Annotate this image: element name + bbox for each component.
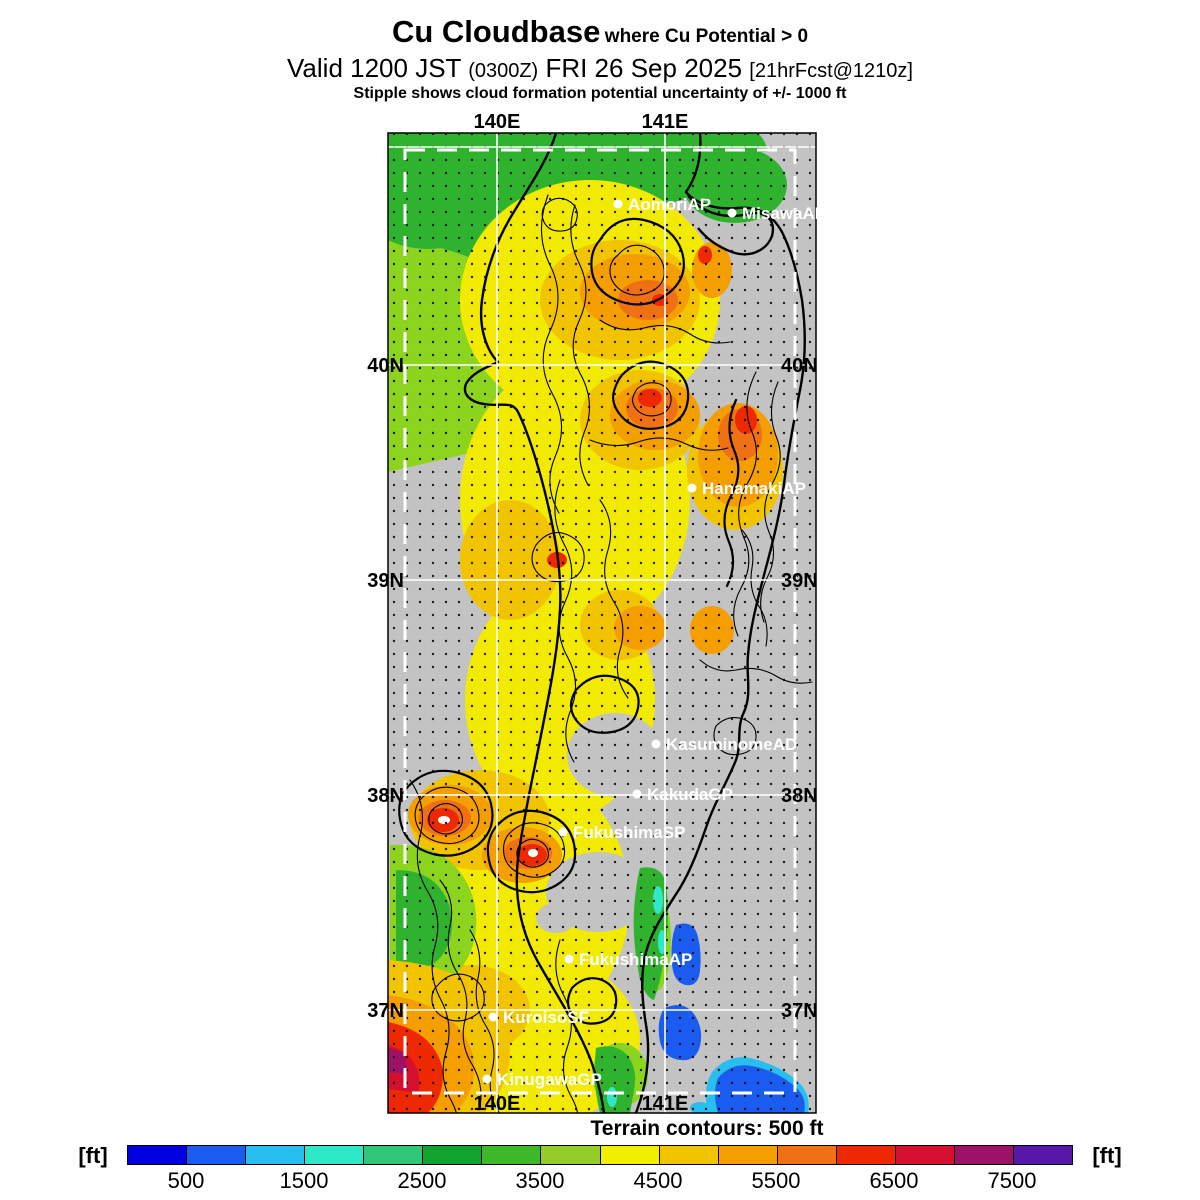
station-label: KakudaGP: [647, 785, 733, 804]
colorbar-tick-1500: 1500: [279, 1168, 329, 1193]
colorbar-segment-2000-2500: [363, 1146, 422, 1164]
station-marker: [565, 955, 574, 964]
colorbar-segment-7000-7500: [954, 1146, 1013, 1164]
cloudbase-colorbar: [127, 1145, 1073, 1165]
lat-label-right: 38N: [781, 785, 818, 807]
colorbar-tick-2500: 2500: [397, 1168, 447, 1193]
station-label: HanamakiAP: [702, 479, 806, 498]
colorbar-tick-7500: 7500: [987, 1168, 1037, 1193]
title-qualifier: where Cu Potential > 0: [604, 26, 809, 47]
lat-label-right: 39N: [781, 570, 818, 592]
colorbar-tick-labels: [0, 1168, 1200, 1198]
colorbar-segment-0-500: [128, 1146, 186, 1164]
colorbar-segment-500-1000: [186, 1146, 245, 1164]
station-label: FukushimaAP: [579, 950, 693, 969]
station-label: KinugawaGP: [497, 1070, 602, 1089]
station-marker: [559, 828, 568, 837]
station-label: KuroisoSF: [503, 1008, 589, 1027]
terrain-contour-note: Terrain contours: 500 ft: [590, 1117, 824, 1140]
station-marker: [688, 484, 697, 493]
colorbar-segment-5500-6000: [777, 1146, 836, 1164]
colorbar-segment-4000-4500: [600, 1146, 659, 1164]
station-label: FukushimaSP: [573, 823, 686, 842]
lat-label-right: 40N: [781, 355, 818, 377]
lat-label-right: 37N: [781, 1000, 818, 1022]
colorbar-unit-left: [ft]: [78, 1143, 108, 1168]
lon-label-top: 140E: [473, 111, 521, 133]
colorbar-segment-5000-5500: [718, 1146, 777, 1164]
valid-prefix: Valid 1200 JST: [287, 52, 461, 83]
station-marker: [633, 790, 642, 799]
station-marker: [652, 740, 661, 749]
colorbar-unit-right: [ft]: [1092, 1143, 1122, 1168]
valid-date: FRI 26 Sep 2025: [545, 52, 743, 83]
station-marker: [483, 1075, 492, 1084]
station-label: AomoriAP: [628, 195, 712, 214]
colorbar-segment-6500-7000: [895, 1146, 954, 1164]
colorbar-segment-1500-2000: [304, 1146, 363, 1164]
colorbar-tick-3500: 3500: [515, 1168, 565, 1193]
colorbar-segment-6000-6500: [836, 1146, 895, 1164]
station-label: MisawaAD: [742, 204, 828, 223]
colorbar-tick-6500: 6500: [869, 1168, 919, 1193]
forecast-ref: [21hrFcst@1210z]: [749, 59, 913, 82]
stipple-note: Stipple shows cloud formation potential uncertainty of +/- 1000 ft: [353, 85, 847, 103]
lat-label-left: 40N: [367, 355, 404, 377]
lat-label-left: 37N: [367, 1000, 404, 1022]
station-marker: [489, 1013, 498, 1022]
station-label: KasuminomeAD: [666, 735, 798, 754]
colorbar-segment-4500-5000: [659, 1146, 718, 1164]
lon-label-top: 141E: [641, 111, 689, 133]
page-title: Cu Cloudbase: [391, 14, 601, 49]
colorbar-segment-1000-1500: [245, 1146, 304, 1164]
lat-label-left: 38N: [367, 785, 404, 807]
lon-label-bottom: 141E: [641, 1093, 689, 1115]
colorbar-segment-3500-4000: [540, 1146, 599, 1164]
station-marker: [614, 200, 623, 209]
colorbar-segment-7500-8000: [1013, 1146, 1072, 1164]
colorbar-tick-5500: 5500: [751, 1168, 801, 1193]
lon-label-bottom: 140E: [473, 1093, 521, 1115]
colorbar-tick-500: 500: [167, 1168, 205, 1193]
lat-label-left: 39N: [367, 570, 404, 592]
colorbar-tick-4500: 4500: [633, 1168, 683, 1193]
colorbar-segment-3000-3500: [481, 1146, 540, 1164]
station-marker: [728, 209, 737, 218]
colorbar-segment-2500-3000: [422, 1146, 481, 1164]
valid-zulu: (0300Z): [468, 59, 539, 82]
